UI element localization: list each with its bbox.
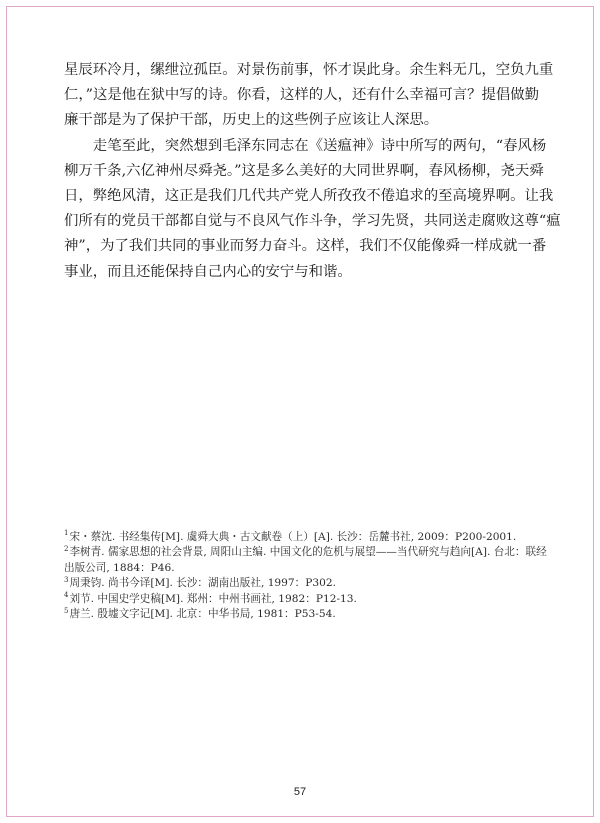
- body-line: 柳万千条,六亿神州尽舜尧。”这是多么美好的大同世界啊，春风杨柳，尧天舜: [64, 162, 544, 179]
- footnote-text: 刘节. 中国史学史稿[M]. 郑州：中州书画社, 1982：P12-13.: [69, 592, 357, 605]
- body-line: 廉干部是为了保护干部，历史上的这些例子应该让人深思。: [64, 112, 439, 129]
- footnote-mark: 5: [64, 606, 69, 615]
- footnote: [64, 576, 552, 591]
- footnote-text: 唐兰. 殷墟文字记[M]. 北京：中华书局, 1981：P53-54.: [69, 608, 336, 621]
- footnote-mark: 3: [64, 575, 69, 584]
- footnotes: [64, 530, 552, 622]
- footnote-mark: 2: [64, 544, 69, 553]
- body-line: 仁，”这是他在狱中写的诗。你看，这样的人，还有什么幸福可言？提倡做勤: [64, 87, 540, 104]
- footnote: [64, 592, 552, 607]
- body-line: 事业，而且还能保持自己内心的安宁与和谐。: [64, 263, 352, 280]
- body-line: 星辰环冷月，缧绁泣孤臣。对景伤前事，怀才误此身。余生料无几，空负九重: [64, 62, 554, 78]
- footnote-text: 宋・蔡沈. 书经集传[M]. 虞舜大典・古文献卷（上）[A]. 长沙：岳麓书社, 2009：P200-2001.: [69, 531, 517, 543]
- footnote-mark: 1: [64, 529, 69, 538]
- body-line: 日，弊绝风清，这正是我们几代共产党人所孜孜不倦追求的至高境界啊。让我: [64, 188, 554, 205]
- body-line: 们所有的党员干部都自觉与不良风气作斗争，学习先贤，共同送走腐败这尊“瘟: [64, 213, 561, 230]
- footnote-text: 周秉钧. 尚书今译[M]. 长沙：湖南出版社, 1997：P302.: [69, 577, 336, 590]
- body-text: [64, 58, 561, 285]
- body-line: 神”，为了我们共同的事业而努力奋斗。这样，我们不仅能像舜一样成就一番: [64, 238, 547, 255]
- footnote: [64, 530, 552, 545]
- footnote: [64, 607, 552, 622]
- body-line: 走笔至此，突然想到毛泽东同志在《送瘟神》诗中所写的两句，“春风杨: [92, 137, 547, 154]
- footnote-text: 李树青. 儒家思想的社会背景, 周阳山主编. 中国文化的危机与展望——当代研究与趋向[A]. 台北：联经: [69, 546, 547, 559]
- footnote: [64, 545, 552, 560]
- page-number: 57: [293, 786, 307, 798]
- footnote-continuation: 出版公司, 1884：P46.: [64, 561, 175, 574]
- footnote-mark: 4: [64, 591, 69, 600]
